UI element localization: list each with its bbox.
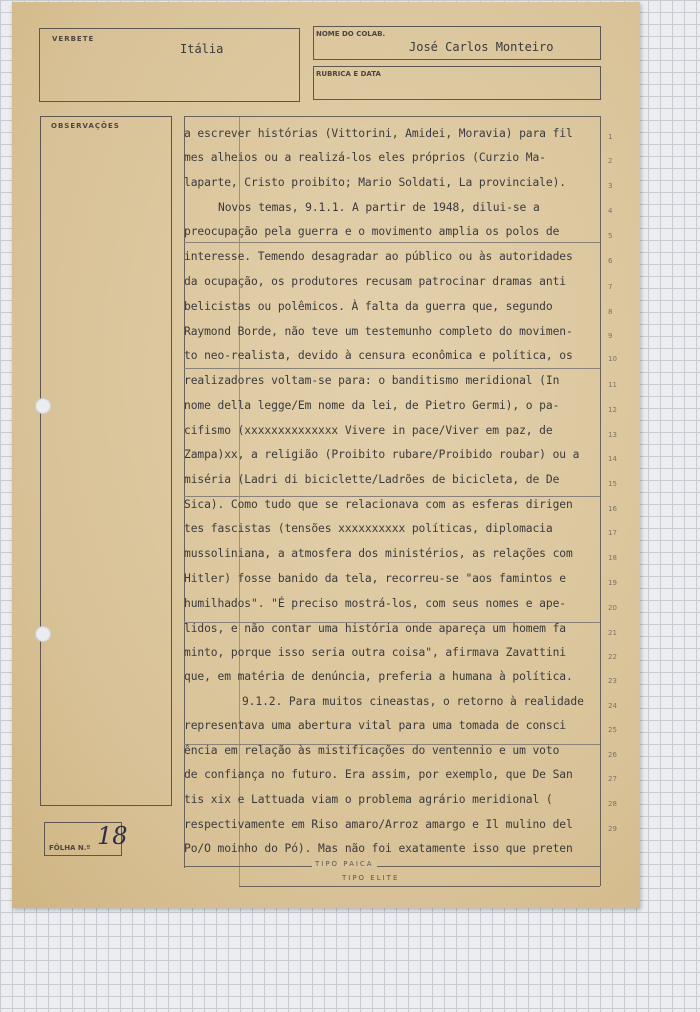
text-line-25: representava uma abertura vital para uma tomada de consci [184, 719, 566, 732]
line-number: 20 [608, 604, 617, 612]
text-line-30: Po/O moinho do Pó). Mas não foi exatamente isso que preten [184, 842, 573, 855]
text-line-4: Novos temas, 9.1.1. A partir de 1948, dilui-se a [218, 201, 540, 214]
line-number: 29 [608, 825, 617, 833]
text-line-21: lidos, e não contar uma história onde apareça um homem fa [184, 622, 566, 635]
line-number: 4 [608, 207, 613, 215]
line-number: 25 [608, 726, 617, 734]
text-line-12: nome della legge/Em nome da lei, de Pietro Germi), o pa- [184, 399, 560, 412]
line-number: 15 [608, 480, 617, 488]
line-number: 9 [608, 332, 613, 340]
text-line-28: tis xix e Lattuada viam o problema agrário meridional ( [184, 793, 553, 806]
text-line-5: preocupação pela guerra e o movimento amplia os polos de [184, 225, 560, 238]
observacoes-box [40, 116, 172, 806]
line-number: 18 [608, 554, 617, 562]
text-line-24: 9.1.2. Para muitos cineastas, o retorno à realidade [242, 695, 584, 708]
line-number: 2 [608, 157, 613, 165]
text-line-27: de confiança no futuro. Era assim, por exemplo, que De San [184, 768, 573, 781]
colab-box [313, 26, 601, 60]
text-line-23: que, em matéria de denúncia, preferia a humana à política. [184, 670, 573, 683]
line-number: 1 [608, 133, 613, 141]
line-number: 5 [608, 232, 613, 240]
colab-value: José Carlos Monteiro [409, 40, 554, 54]
text-line-17: tes fascistas (tensões xxxxxxxxxx políticas, diplomacia [184, 522, 553, 535]
line-number: 13 [608, 431, 617, 439]
text-line-6: interesse. Temendo desagradar ao público ou às autoridades [184, 250, 573, 263]
line-number: 24 [608, 702, 617, 710]
text-line-14: Zampa)xx, a religião (Proibito rubare/Proibido roubar) ou a [184, 448, 580, 461]
punch-hole-bottom [35, 626, 51, 642]
text-line-3: laparte, Cristo proibito; Mario Soldati, La provinciale). [184, 176, 566, 189]
rule-2 [184, 368, 600, 369]
text-line-15: miséria (Ladri di biciclette/Ladrões de bicicleta, de De [184, 473, 560, 486]
text-line-7: da ocupação, os produtores recusam patrocinar dramas anti [184, 275, 566, 288]
line-number: 23 [608, 677, 617, 685]
rubrica-box [313, 66, 601, 100]
line-number: 10 [608, 355, 617, 363]
text-line-18: mussoliniana, a atmosfera dos ministérios, as relações com [184, 547, 573, 560]
text-line-10: to neo-realista, devido à censura econômica e política, os [184, 349, 573, 362]
text-line-26: ência em relação às mistificações do ventennio e um voto [184, 744, 560, 757]
line-number: 7 [608, 283, 613, 291]
line-number: 11 [608, 381, 617, 389]
line-number: 8 [608, 308, 613, 316]
text-line-29: respectivamente em Riso amaro/Arroz amargo e Il mulino del [184, 818, 573, 831]
line-number: 16 [608, 505, 617, 513]
line-number: 21 [608, 629, 617, 637]
text-line-19: Hitler) fosse banido da tela, recorreu-se "aos famintos e [184, 572, 566, 585]
tipo-paica-line [184, 866, 600, 867]
tipo-paica-label: TIPO PAICA [312, 860, 377, 868]
rubrica-label: RUBRICA E DATA [316, 70, 381, 78]
text-line-2: mes alheios ou a realizá-los eles próprios (Curzio Ma- [184, 151, 546, 164]
text-line-16: Sica). Como tudo que se relacionava com as esferas dirigen [184, 498, 573, 511]
tipo-elite-label: TIPO ELITE [342, 874, 400, 882]
colab-label: NOME DO COLAB. [316, 30, 386, 38]
text-line-20: humilhados". "É preciso mostrá-los, com seus nomes e ape- [184, 597, 566, 610]
verbete-label: VERBETE [52, 35, 95, 43]
verbete-box [39, 28, 300, 102]
text-line-13: cifismo (xxxxxxxxxxxxxx Vivere in pace/Viver em paz, de [184, 424, 553, 437]
punch-hole-top [35, 398, 51, 414]
line-number: 3 [608, 182, 613, 190]
line-number: 22 [608, 653, 617, 661]
tipo-elite-line [239, 886, 600, 887]
line-number: 28 [608, 800, 617, 808]
text-line-9: Raymond Borde, não teve um testemunho completo do movimen- [184, 325, 573, 338]
text-line-1: a escrever histórias (Vittorini, Amidei, Moravia) para fil [184, 127, 573, 140]
line-number: 12 [608, 406, 617, 414]
line-number: 26 [608, 751, 617, 759]
verbete-value: Itália [180, 42, 224, 56]
line-number: 6 [608, 257, 613, 265]
observacoes-label: OBSERVAÇÕES [51, 122, 120, 130]
folha-label: FÔLHA N.º [49, 844, 91, 852]
text-line-11: realizadores voltam-se para: o banditismo meridional (In [184, 374, 560, 387]
writing-area-top-border [184, 116, 600, 117]
line-number: 27 [608, 775, 617, 783]
line-number: 14 [608, 455, 617, 463]
line-number: 17 [608, 529, 617, 537]
line-number: 19 [608, 579, 617, 587]
text-line-22: minto, porque isso seria outra coisa", afirmava Zavattini [184, 646, 566, 659]
text-line-8: belicistas ou polêmicos. À falta da guerra que, segundo [184, 300, 553, 313]
folha-number: 18 [97, 822, 128, 850]
rule-1 [184, 242, 600, 243]
